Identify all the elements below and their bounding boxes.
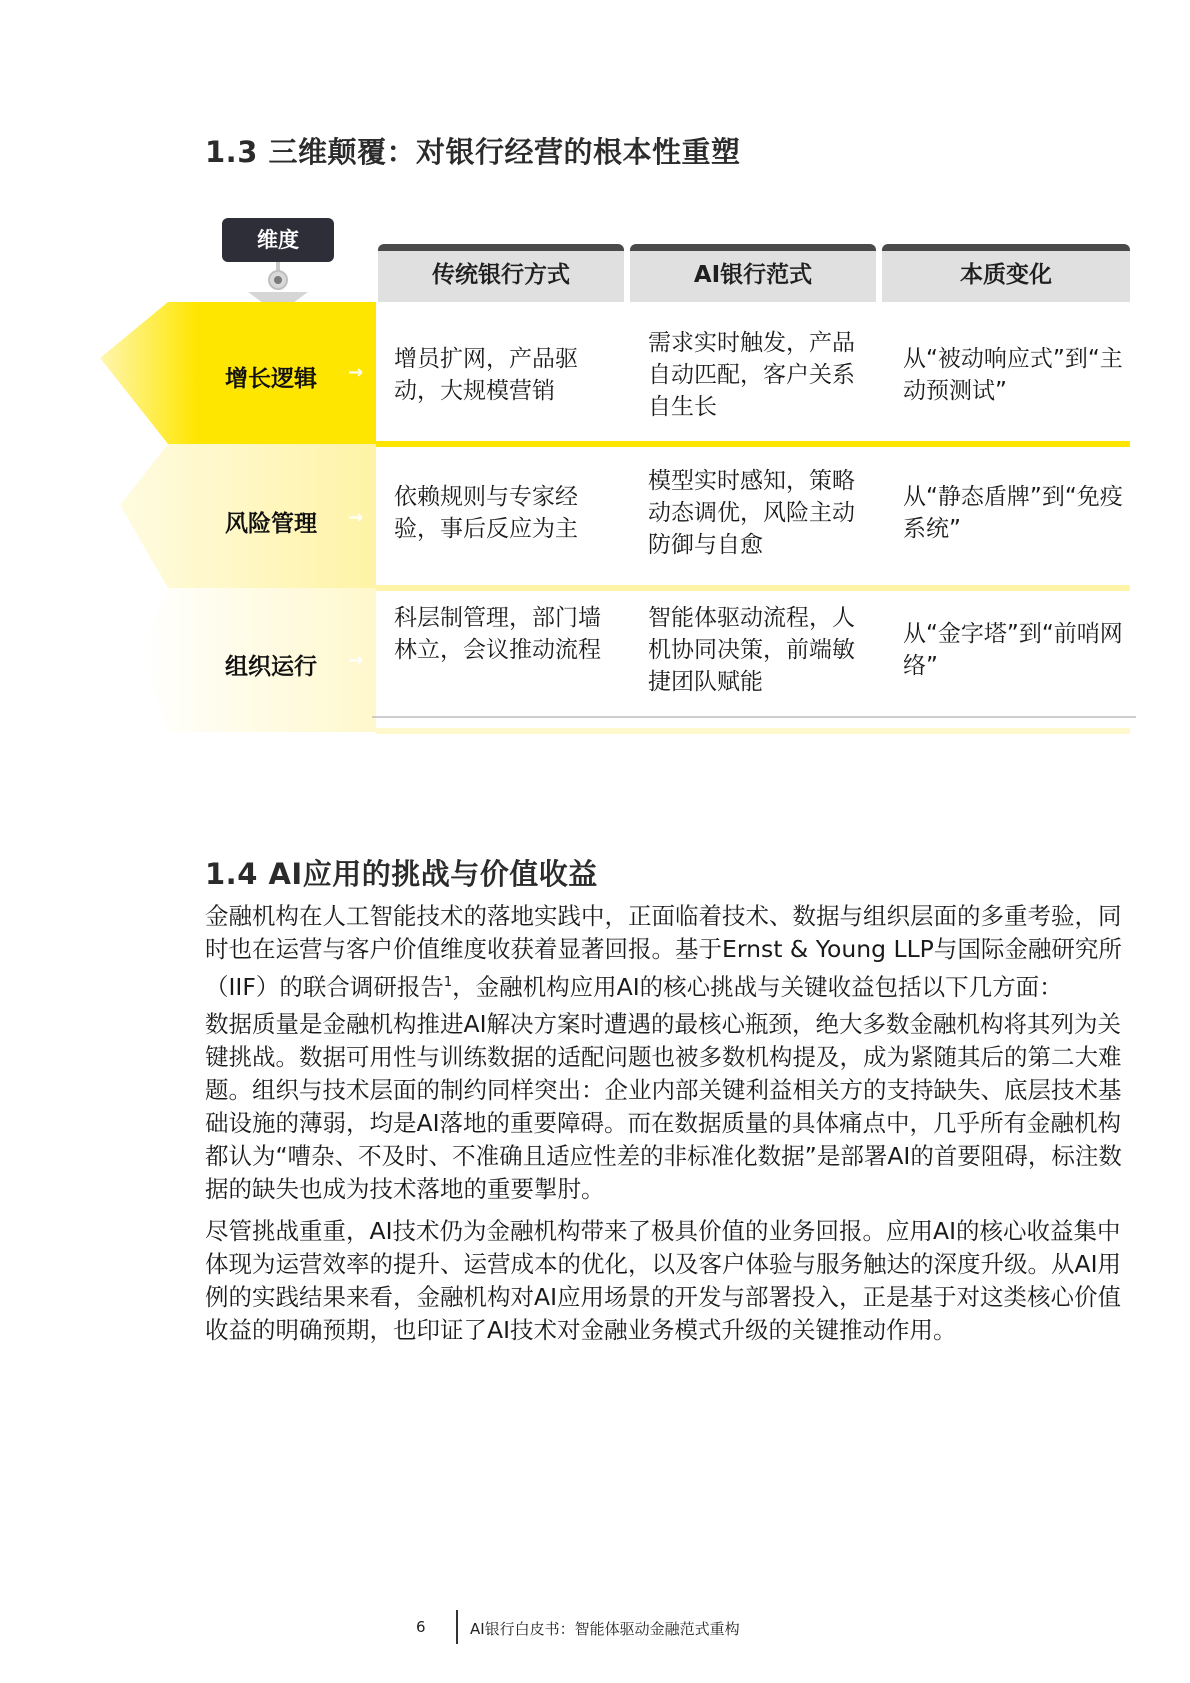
page-number: 6 xyxy=(416,1618,426,1636)
cell-growth-change: 从“被动响应式”到“主动预测试” xyxy=(903,343,1128,407)
column-header-change: 本质变化 xyxy=(882,244,1130,302)
cell-org-ai: 智能体驱动流程，人机协同决策，前端敏捷团队赋能 xyxy=(648,602,858,698)
cell-growth-traditional: 增员扩网，产品驱动，大规模营销 xyxy=(394,343,604,407)
cell-org-change: 从“金字塔”到“前哨网络” xyxy=(903,618,1128,682)
row-label-growth: 增长逻辑 xyxy=(225,366,317,392)
paragraph-challenges: 数据质量是金融机构推进AI解决方案时遭遇的最核心瓶颈，绝大多数金融机构将其列为关键挑战。数据可用性与训练数据的适配问题也被多数机构提及，成为紧随其后的第二大难题。组织与技术层面的制约同样突出：企业内部关键利益相关方的支持缺失、底层技术基础设施的薄弱，均是AI落地的重要障碍。而在数据质量的具体痛点中，几乎所有金融机构都认为“嘈杂、不及时、不准确且适应性差的非标准化数据”是部署AI的首要阻碍，标注数据的缺失也成为技术落地的重要掣肘。 xyxy=(205,1010,1122,1203)
footer-doc-title: AI银行白皮书：智能体驱动金融范式重构 xyxy=(470,1620,740,1638)
cell-risk-change: 从“静态盾牌”到“免疫系统” xyxy=(903,481,1128,545)
row-label-risk: 风险管理 xyxy=(225,511,317,537)
paragraph-intro-text: 金融机构在人工智能技术的落地实践中，正面临着技术、数据与组织层面的多重考验，同时也在运营与客户价值维度收获着显著回报。基于Ernst & Young LLP与国际金融研究所（IIF）的联合调研报告 xyxy=(205,902,1122,1001)
cell-growth-ai: 需求实时触发，产品自动匹配，客户关系自生长 xyxy=(648,327,858,423)
section-title: 1.3 三维颠覆：对银行经营的根本性重塑 xyxy=(205,135,741,169)
cell-risk-ai: 模型实时感知，策略动态调优，风险主动防御与自愈 xyxy=(648,465,858,561)
section-title: 1.4 AI应用的挑战与价值收益 xyxy=(205,857,598,891)
paragraph-benefits: 尽管挑战重重，AI技术仍为金融机构带来了极具价值的业务回报。应用AI的核心收益集中体现为运营效率的提升、运营成本的优化，以及客户体验与服务触达的深度升级。从AI用例的实践结果来看，金融机构对AI应用场景的开发与部署投入，正是基于对这类核心价值收益的明确预期，也印证了AI技术对金融业务模式升级的关键推动作用。 xyxy=(205,1217,1122,1344)
arrow-right-icon: → xyxy=(348,362,364,383)
row-label-org: 组织运行 xyxy=(225,654,317,680)
footnote-ref[interactable]: 1 xyxy=(443,975,453,990)
column-header-ai: AI银行范式 xyxy=(630,244,876,302)
arrow-right-icon: → xyxy=(348,507,364,528)
footer-divider xyxy=(456,1610,458,1644)
cell-risk-traditional: 依赖规则与专家经验，事后反应为主 xyxy=(394,481,604,545)
column-header-traditional: 传统银行方式 xyxy=(378,244,624,302)
row-divider-2 xyxy=(376,585,1130,591)
arrow-right-icon: → xyxy=(348,650,364,671)
paragraph-intro xyxy=(205,900,1125,1004)
paragraph-intro-text-end: ，金融机构应用AI的核心挑战与关键收益包括以下几方面： xyxy=(452,972,1063,1001)
row-divider-1 xyxy=(376,441,1130,447)
row-divider-3 xyxy=(376,728,1130,734)
dimension-label: 维度 xyxy=(222,218,334,262)
cell-org-traditional: 科层制管理，部门墙林立，会议推动流程 xyxy=(394,602,604,666)
